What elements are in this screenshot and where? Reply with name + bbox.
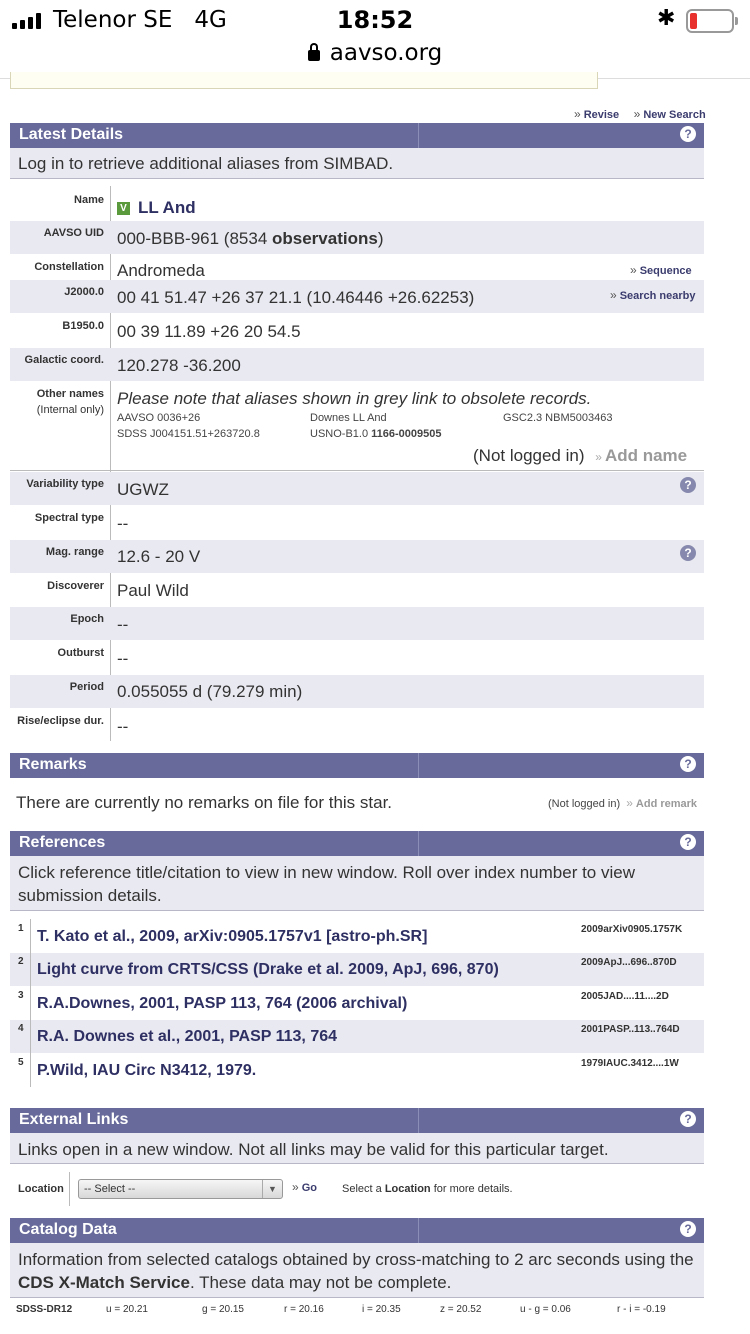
alias-obsolete[interactable]: Downes LL And	[310, 412, 387, 424]
star-name: LL And	[138, 198, 196, 217]
row-other-names: Other names (Internal only) Please note that aliases shown in grey link to obsolete records. AAVSO 0036+26 Downes LL And GSC2.3 NBM5003463 SDSS J004151.51+263720.8 USNO-B1.0 1166-0009505 (Not logged in) » Add name	[36, 388, 688, 465]
address-bar[interactable]: aavso.org	[0, 40, 750, 66]
row-mag-range: Mag. range 12.6 - 20 V ?	[10, 540, 704, 573]
reference-row[interactable]: 3 R.A.Downes, 2001, PASP 113, 764 (2006 archival) 2005JAD....11....2D	[18, 990, 669, 1012]
catalog-value: i = 20.35	[362, 1304, 401, 1315]
top-links: » Revise » New Search	[574, 107, 706, 121]
alias[interactable]: GSC2.3 NBM5003463	[503, 412, 613, 424]
row-epoch: Epoch --	[10, 607, 704, 640]
row-variability: Variability type UGWZ ?	[10, 472, 704, 505]
reference-row[interactable]: 4 R.A. Downes et al., 2001, PASP 113, 764 2001PASP..113..764D	[10, 1020, 704, 1053]
revise-link[interactable]: Revise	[583, 109, 620, 121]
alias[interactable]: SDSS J004151.51+263720.8	[117, 428, 260, 440]
row-outburst: Outburst --	[57, 647, 129, 668]
row-period: Period 0.055055 d (79.279 min)	[10, 675, 704, 708]
row-constellation: Constellation Andromeda » Sequence	[34, 261, 692, 280]
help-icon[interactable]: ?	[680, 834, 696, 850]
go-button[interactable]: Go	[301, 1182, 317, 1194]
chevron-down-icon: ▼	[262, 1180, 282, 1198]
row-rise: Rise/eclipse dur. --	[17, 715, 129, 736]
new-search-link[interactable]: New Search	[643, 109, 706, 121]
help-icon[interactable]: ?	[680, 1111, 696, 1127]
search-box-edge[interactable]	[10, 72, 598, 89]
catalog-value: g = 20.15	[202, 1304, 244, 1315]
latest-details-header: Latest Details ?	[10, 123, 704, 148]
not-logged-in: (Not logged in)	[473, 446, 585, 465]
row-galactic: Galactic coord. 120.278 -36.200	[10, 348, 704, 381]
row-uid: AAVSO UID 000-BBB-961 (8534 observations)	[10, 221, 704, 254]
variable-badge: V	[117, 202, 130, 215]
catalog-value: r = 20.16	[284, 1304, 324, 1315]
catalog-value: u = 20.21	[106, 1304, 148, 1315]
catalog-value: z = 20.52	[440, 1304, 482, 1315]
carrier: Telenor SE 4G	[53, 7, 227, 33]
clock: 18:52	[336, 6, 414, 34]
xmatch-link[interactable]: CDS X-Match Service	[18, 1273, 190, 1292]
search-nearby-link[interactable]: Search nearby	[619, 290, 696, 302]
reference-row[interactable]: 2 Light curve from CRTS/CSS (Drake et al. 2009, ApJ, 696, 870) 2009ApJ...696..870D	[10, 953, 704, 986]
location-hint: Select a Location for more details.	[342, 1183, 513, 1195]
battery-icon	[686, 9, 734, 33]
catalog-data-header: Catalog Data ?	[10, 1218, 704, 1243]
help-icon[interactable]: ?	[680, 477, 696, 493]
row-spectral: Spectral type --	[34, 512, 129, 533]
row-discoverer: Discoverer Paul Wild	[47, 580, 189, 600]
status-bar	[0, 0, 750, 40]
help-icon[interactable]: ?	[680, 545, 696, 561]
location-label: Location	[18, 1183, 64, 1195]
reference-row[interactable]: 1 T. Kato et al., 2009, arXiv:0905.1757v1 [astro-ph.SR] 2009arXiv0905.1757K	[18, 923, 683, 945]
reference-row[interactable]: 5 P.Wild, IAU Circ N3412, 1979. 1979IAUC.3412....1W	[18, 1057, 679, 1079]
observations-link[interactable]: observations	[272, 229, 378, 248]
row-name: Name V LL And	[74, 194, 196, 217]
references-note: Click reference title/citation to view in new window. Roll over index number to view submission details.	[10, 856, 704, 911]
catalog-note: Information from selected catalogs obtained by cross-matching to 2 arc seconds using the CDS X-Match Service. These data may not be complete.	[10, 1243, 704, 1298]
external-links-note: Links open in a new window. Not all links may be valid for this particular target.	[10, 1133, 704, 1164]
catalog-value: r - i = -0.19	[617, 1304, 666, 1315]
add-name-link[interactable]: Add name	[604, 446, 688, 465]
help-icon[interactable]: ?	[680, 126, 696, 142]
remarks-text: There are currently no remarks on file for this star.	[16, 793, 393, 812]
alias[interactable]: AAVSO 0036+26	[117, 412, 201, 424]
row-j2000: J2000.0 00 41 51.47 +26 37 21.1 (10.46446 +26.62253) » Search nearby	[10, 280, 704, 313]
catalog-value: u - g = 0.06	[520, 1304, 571, 1315]
add-remark-link[interactable]: Add remark	[635, 798, 698, 810]
alias[interactable]: USNO-B1.0 1166-0009505	[310, 428, 442, 440]
catalog-survey: SDSS-DR12	[16, 1304, 73, 1315]
references-header: References ?	[10, 831, 704, 856]
help-icon[interactable]: ?	[680, 1221, 696, 1237]
row-b1950: B1950.0 00 39 11.89 +26 20 54.5	[62, 320, 301, 341]
external-links-header: External Links ?	[10, 1108, 704, 1133]
sequence-link[interactable]: Sequence	[639, 265, 692, 277]
location-select[interactable]: -- Select -- ▼	[78, 1179, 283, 1199]
help-icon[interactable]: ?	[680, 756, 696, 772]
bluetooth-icon: ✱	[657, 6, 676, 31]
not-logged-in: (Not logged in)	[548, 798, 621, 810]
lock-icon	[308, 50, 320, 61]
remarks-header: Remarks ?	[10, 753, 704, 778]
login-note: Log in to retrieve additional aliases from SIMBAD.	[10, 148, 704, 179]
